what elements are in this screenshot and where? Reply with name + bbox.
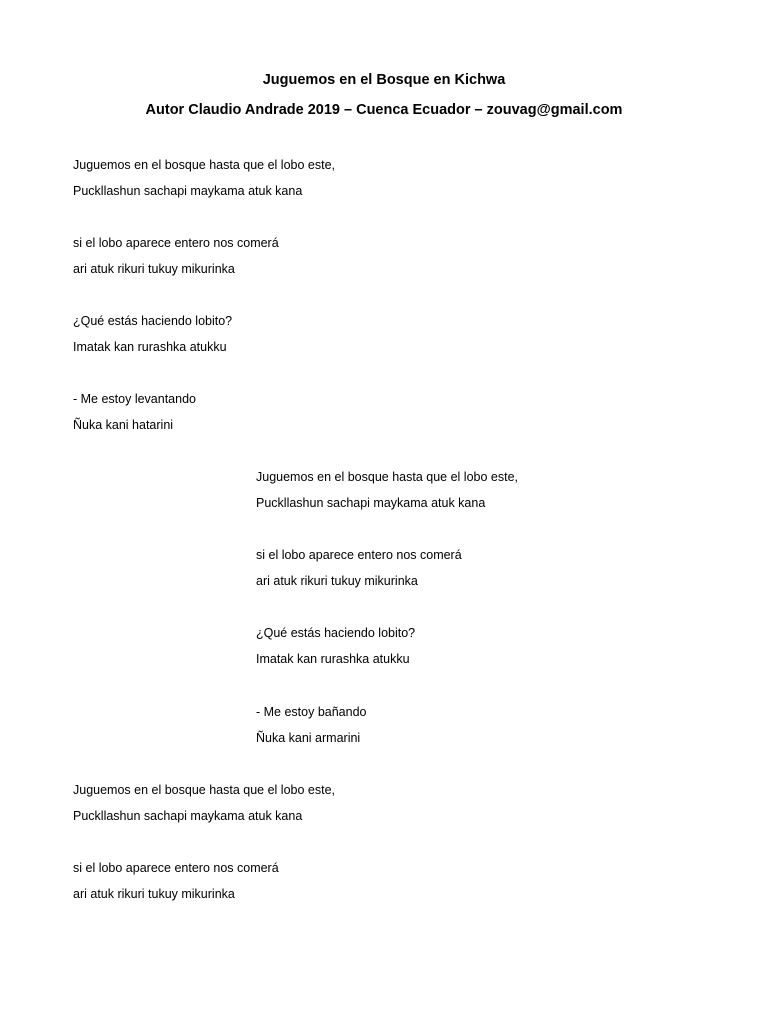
verse-line: si el lobo aparece entero nos comerá <box>73 861 279 875</box>
verse-line: Ñuka kani armarini <box>256 731 361 745</box>
verse-line: Puckllashun sachapi maykama atuk kana <box>73 809 303 823</box>
verse-line: Puckllashun sachapi maykama atuk kana <box>73 184 303 198</box>
verse-line: - Me estoy levantando <box>73 392 196 406</box>
verse-line: ¿Qué estás haciendo lobito? <box>256 626 416 640</box>
verse-line: ari atuk rikuri tukuy mikurinka <box>73 887 235 901</box>
verse-line: Imatak kan rurashka atukku <box>256 652 410 666</box>
verse-line: Juguemos en el bosque hasta que el lobo este, <box>256 470 518 484</box>
document-subtitle: Autor Claudio Andrade 2019 – Cuenca Ecuador – zouvag@gmail.com <box>145 102 623 118</box>
verse-line: Ñuka kani hatarini <box>73 418 174 432</box>
verse-line: si el lobo aparece entero nos comerá <box>73 236 279 250</box>
verse-line: Puckllashun sachapi maykama atuk kana <box>256 496 486 510</box>
verse-line: si el lobo aparece entero nos comerá <box>256 548 462 562</box>
verse-line: ¿Qué estás haciendo lobito? <box>73 314 233 328</box>
verse-line: Juguemos en el bosque hasta que el lobo este, <box>73 783 335 797</box>
document-title: Juguemos en el Bosque en Kichwa <box>262 72 506 88</box>
verse-line: ari atuk rikuri tukuy mikurinka <box>73 262 235 276</box>
verse-line: Juguemos en el bosque hasta que el lobo este, <box>73 158 335 172</box>
verse-line: Imatak kan rurashka atukku <box>73 340 227 354</box>
verse-line: ari atuk rikuri tukuy mikurinka <box>256 574 418 588</box>
verse-line: - Me estoy bañando <box>256 705 367 719</box>
